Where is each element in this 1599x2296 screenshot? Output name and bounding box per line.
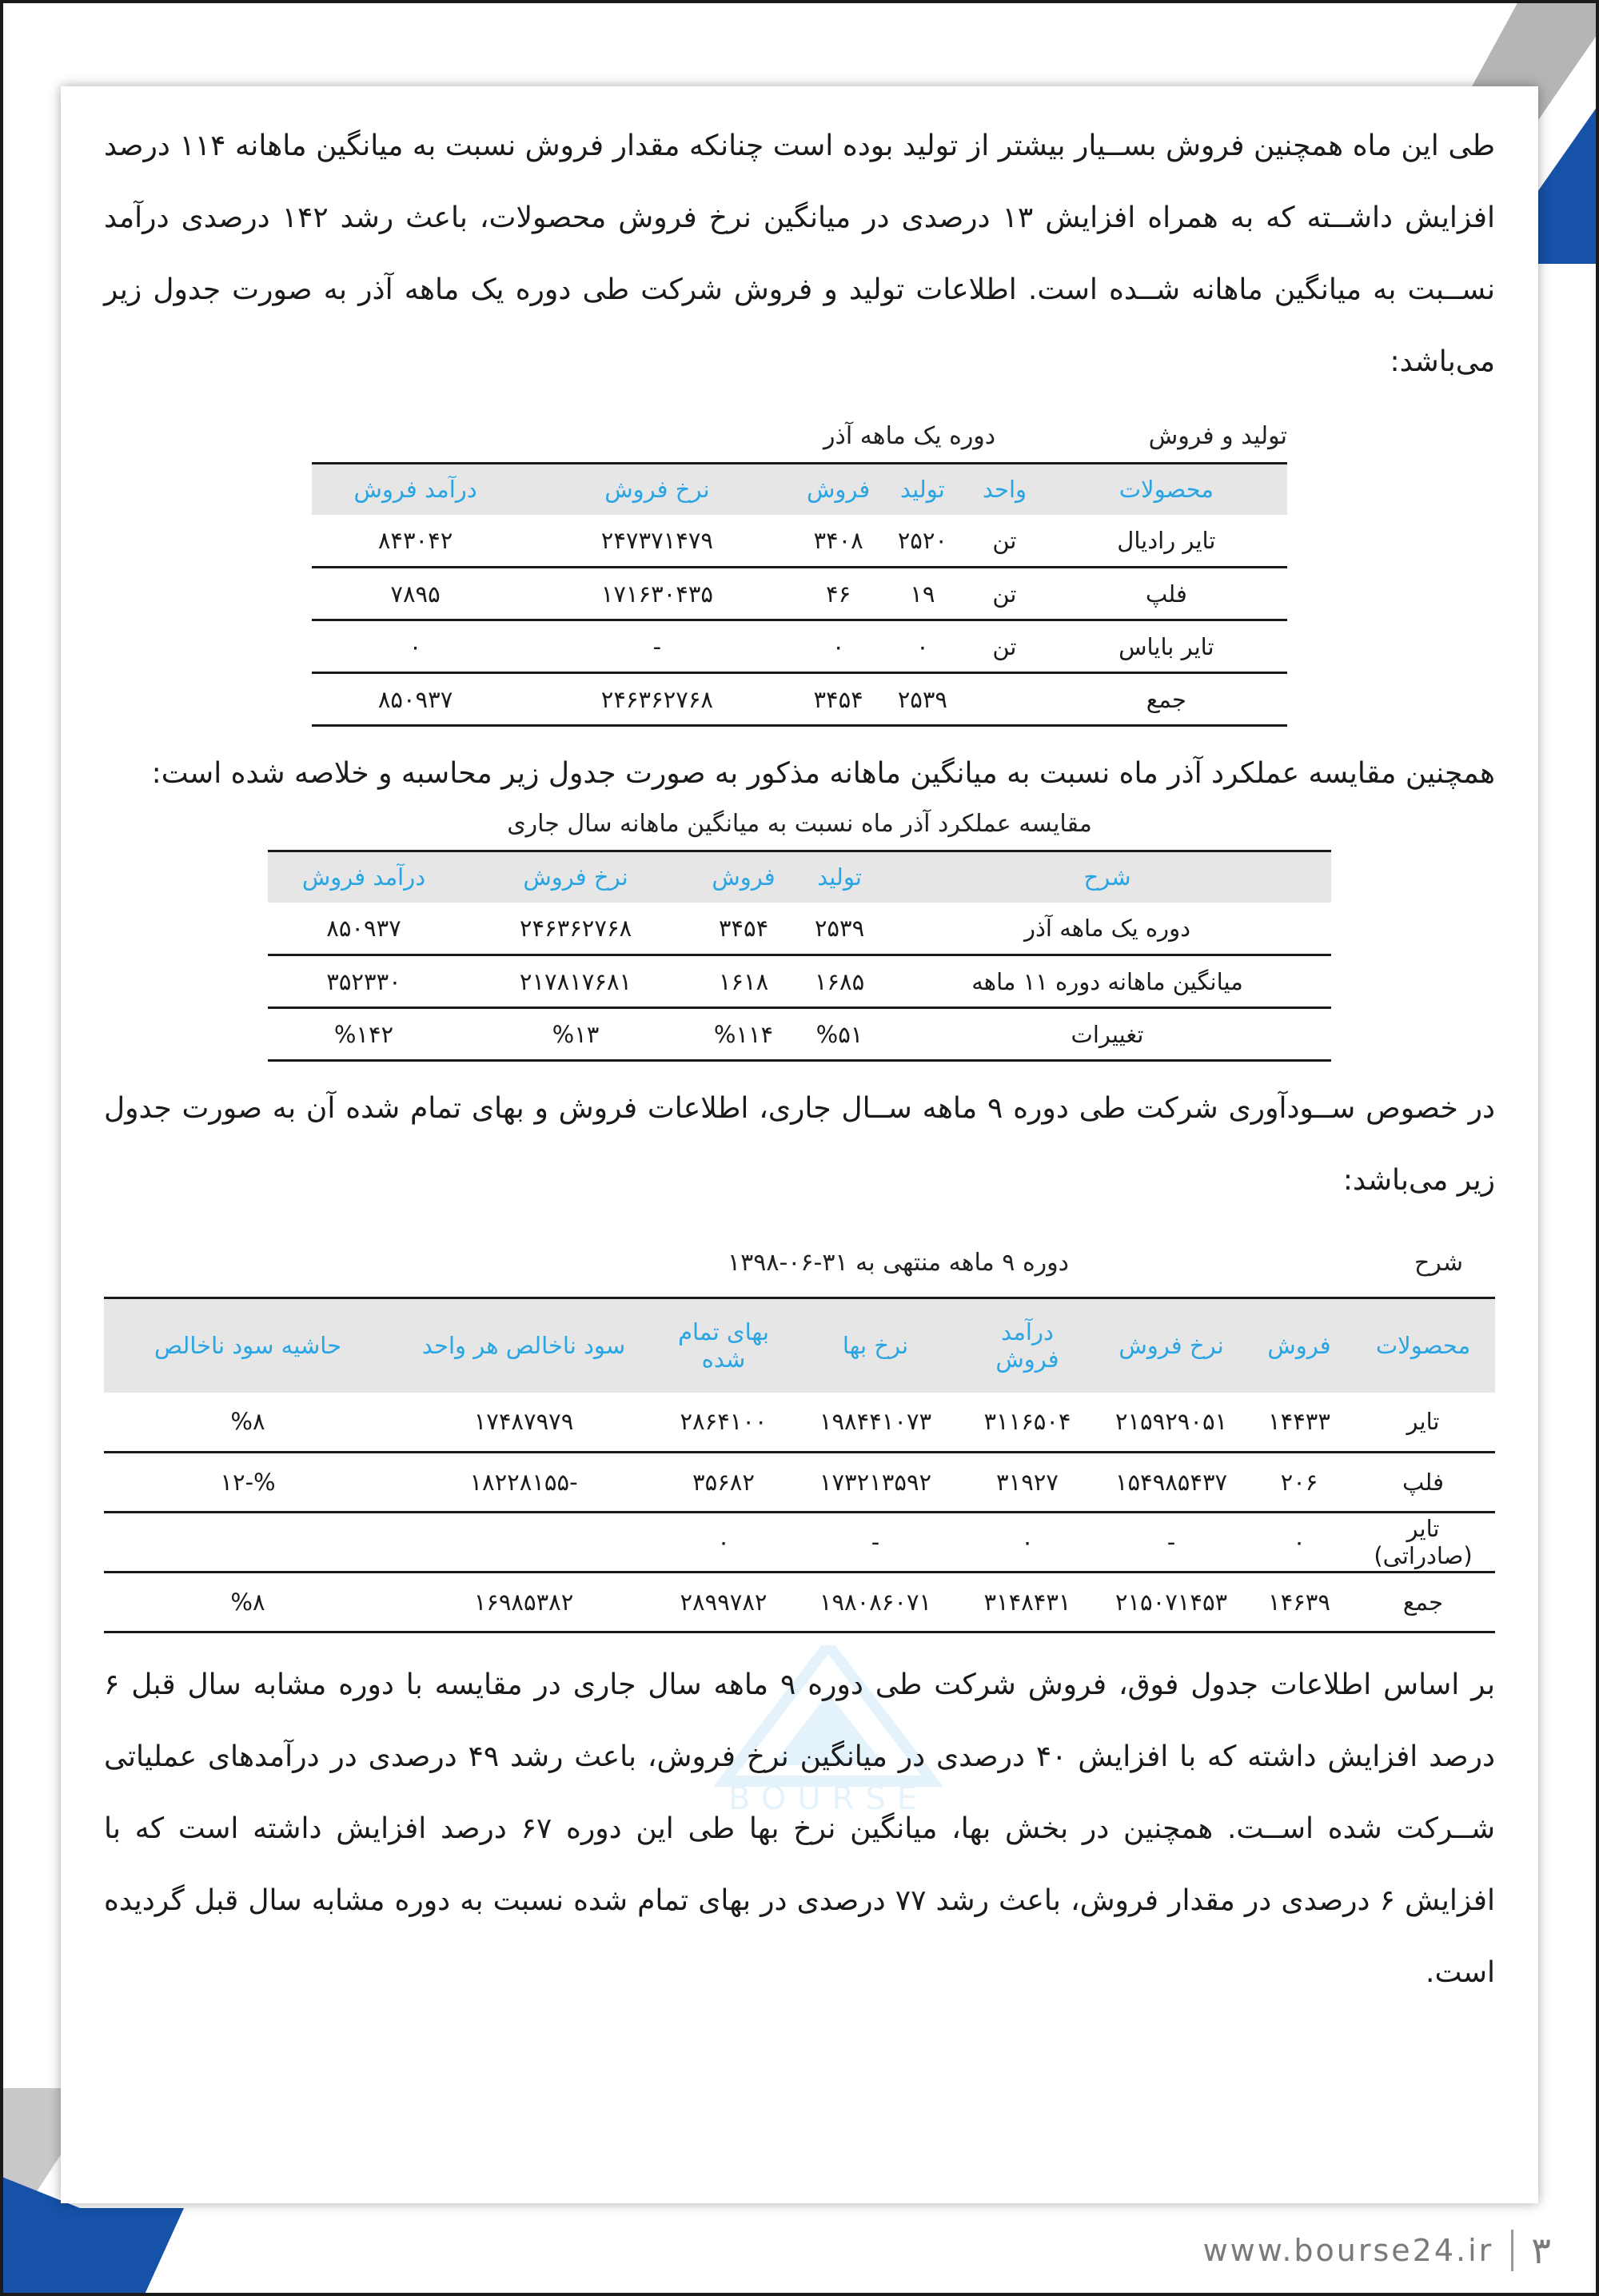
footer-divider [1511, 2230, 1513, 2271]
page-footer [1203, 2229, 1551, 2272]
table-row [104, 1453, 1495, 1513]
table3-caption-right: شرح [1414, 1249, 1463, 1277]
table-cell: ۱۶۹۸۵۳۸۲ [392, 1573, 656, 1632]
performance-comparison-table [268, 850, 1331, 1062]
table-cell: - [1095, 1513, 1247, 1573]
table-cell: ۲۴۶۳۶۲۷۶۸ [519, 673, 795, 726]
table-cell: فلپ [1046, 568, 1287, 620]
table-cell: %۸ [104, 1573, 392, 1632]
table3-caption [104, 1249, 1495, 1297]
table-cell: ۰ [882, 620, 964, 673]
page-number: ۳ [1531, 2229, 1551, 2272]
column-header: درآمد فروش [312, 464, 519, 515]
column-header: محصولات [1351, 1298, 1495, 1393]
table-cell: ۲۱۵۹۲۹۰۵۱ [1095, 1393, 1247, 1453]
table-cell: ۱۷۴۸۷۹۷۹ [392, 1393, 656, 1453]
column-header: واحد [963, 464, 1046, 515]
table-cell: تایر بایاس [1046, 620, 1287, 673]
table-row [268, 1008, 1331, 1061]
table-cell: ۰ [312, 620, 519, 673]
table2-caption [268, 810, 1331, 850]
table-row [104, 1573, 1495, 1632]
table-cell: جمع [1351, 1573, 1495, 1632]
column-header: نرخ فروش [519, 464, 795, 515]
table-cell: فلپ [1351, 1453, 1495, 1513]
table-cell: %۱۳ [460, 1008, 692, 1061]
column-header: فروش [1247, 1298, 1351, 1393]
column-header: محصولات [1046, 464, 1287, 515]
table-cell: %۵۱ [796, 1008, 883, 1061]
table-cell: میانگین ماهانه دوره ۱۱ ماهه [883, 955, 1331, 1008]
table-cell: ۲۵۳۹ [882, 673, 964, 726]
table2-caption-text: مقایسه عملکرد آذر ماه نسبت به میانگین ماهانه سال جاری [507, 810, 1092, 838]
table-cell: ۱۴۴۳۳ [1247, 1393, 1351, 1453]
table-cell: ۳۵۲۳۳۰ [268, 955, 460, 1008]
paragraph-3: در خصوص ســودآوری شرکت طی دوره ۹ ماهه ســال جاری، اطلاعات فروش و بهای تمام شده آن به صورت جدول زیر می‌باشد: [104, 1092, 1496, 1197]
table-cell: ۱۴۶۳۹ [1247, 1573, 1351, 1632]
column-header: بهای تمام شده [656, 1298, 792, 1393]
table-cell: ۳۴۵۴ [796, 673, 882, 726]
table-cell: تغییرات [883, 1008, 1331, 1061]
table-cell: ۰ [959, 1513, 1095, 1573]
table-cell: ۳۱۱۶۵۰۴ [959, 1393, 1095, 1453]
table-cell: ۱۶۸۵ [796, 955, 883, 1008]
table-row [312, 673, 1287, 726]
paragraph-4: بر اساس اطلاعات جدول فوق، فروش شرکت طی دوره ۹ ماهه سال جاری در مقایسه با دوره مشابه سال قبل ۶ درصد افزایش داشته که با افزایش ۴۰ درصدی در میانگین نرخ فروش، باعث رشد ۴۹ درصدی در درآمدهای عملیاتی شــرکت شده اســت. همچنین در بخش بها، میانگین نرخ بها طی این دوره ۶۷ درصد افزایش داشته است که با افزایش ۶ درصدی در مقدار فروش، باعث رشد ۷۷ درصدی در بهای تمام شده نسبت به دوره مشابه سال قبل گردیده است. [104, 1668, 1496, 1989]
table-cell: ۲۴۶۳۶۲۷۶۸ [460, 903, 692, 955]
column-header: فروش [796, 464, 882, 515]
table-cell: ۲۸۹۹۷۸۲ [656, 1573, 792, 1632]
table-row [104, 1393, 1495, 1453]
table-cell: ۲۰۶ [1247, 1453, 1351, 1513]
column-header: تولید [796, 851, 883, 903]
table-cell: تایر رادیال [1046, 515, 1287, 568]
table1-caption-right: تولید و فروش [1148, 422, 1287, 450]
table-cell: ۰ [796, 620, 882, 673]
table-cell: ۳۴۰۸ [796, 515, 882, 568]
table-cell: ۲۵۲۰ [882, 515, 964, 568]
table-cell: ۸۵۰۹۳۷ [268, 903, 460, 955]
table-cell: %-۱۲ [104, 1453, 392, 1513]
table-row [312, 568, 1287, 620]
column-header: درآمد فروش [268, 851, 460, 903]
table-cell: ۲۸۶۴۱۰۰ [656, 1393, 792, 1453]
table-cell: تایر (صادراتی) [1351, 1513, 1495, 1573]
column-header: درآمد فروش [959, 1298, 1095, 1393]
production-sales-table [312, 462, 1287, 727]
table-cell: تن [963, 620, 1046, 673]
table-row [104, 1513, 1495, 1573]
table-cell: ۳۵۶۸۲ [656, 1453, 792, 1513]
table-cell: - [792, 1513, 959, 1573]
table-row [268, 955, 1331, 1008]
column-header: حاشیه سود ناخالص [104, 1298, 392, 1393]
table-cell: ۳۱۴۸۴۳۱ [959, 1573, 1095, 1632]
table-cell: ۲۴۷۳۷۱۴۷۹ [519, 515, 795, 568]
table-cell: ۱۷۳۲۱۳۵۹۲ [792, 1453, 959, 1513]
table-cell: دوره یک ماهه آذر [883, 903, 1331, 955]
table-cell: - [519, 620, 795, 673]
column-header: نرخ بها [792, 1298, 959, 1393]
table-cell [392, 1513, 656, 1573]
content [104, 110, 1495, 2009]
column-header: نرخ فروش [460, 851, 692, 903]
table-cell: ۸۴۳۰۴۲ [312, 515, 519, 568]
table-cell: ۰ [656, 1513, 792, 1573]
table-cell: ۲۵۳۹ [796, 903, 883, 955]
table3-caption-center: دوره ۹ ماهه منتهی به ۳۱-۰۶-۱۳۹۸ [728, 1249, 1069, 1277]
table-cell: تن [963, 515, 1046, 568]
table-cell: -۱۸۲۲۸۱۵۵ [392, 1453, 656, 1513]
profitability-table [104, 1297, 1495, 1633]
table1-caption [312, 422, 1287, 462]
table-cell: ۳۴۵۴ [692, 903, 796, 955]
table-cell: ۸۵۰۹۳۷ [312, 673, 519, 726]
table-cell: ۱۷۱۶۳۰۴۳۵ [519, 568, 795, 620]
table-cell: %۱۴۲ [268, 1008, 460, 1061]
table-cell: ۲۱۷۸۱۷۶۸۱ [460, 955, 692, 1008]
column-header: نرخ فروش [1095, 1298, 1247, 1393]
table-cell: ۰ [1247, 1513, 1351, 1573]
table-cell: ۱۶۱۸ [692, 955, 796, 1008]
table-cell: ۷۸۹۵ [312, 568, 519, 620]
table-cell: ۱۹ [882, 568, 964, 620]
column-header: شرح [883, 851, 1331, 903]
website-url: www.bourse24.ir [1202, 2233, 1494, 2268]
table-cell [963, 673, 1046, 726]
table-cell: %۱۱۴ [692, 1008, 796, 1061]
table-row [312, 515, 1287, 568]
column-header: فروش [692, 851, 796, 903]
table-cell: ۲۱۵۰۷۱۴۵۳ [1095, 1573, 1247, 1632]
paragraph-2: همچنین مقایسه عملکرد آذر ماه نسبت به میانگین ماهانه مذکور به صورت جدول زیر محاسبه و خلاصه شده است: [151, 757, 1495, 790]
table-cell: جمع [1046, 673, 1287, 726]
table-row [312, 620, 1287, 673]
table-cell: تن [963, 568, 1046, 620]
table-cell: تایر [1351, 1393, 1495, 1453]
paragraph-1: طی این ماه همچنین فروش بســیار بیشتر از تولید بوده است چنانکه مقدار فروش نسبت به میانگین ماهانه ۱۱۴ درصد افزایش داشــته که به همراه افزایش ۱۳ درصدی در میانگین نرخ فروش محصولات، باعث رشد ۱۴۲ درصدی درآمد نســبت به میانگین ماهانه شــده است. اطلاعات تولید و فروش شرکت طی دوره یک ماهه آذر به صورت جدول زیر می‌باشد: [104, 130, 1495, 378]
table-cell: %۸ [104, 1393, 392, 1453]
table-cell: ۱۹۸۰۸۶۰۷۱ [792, 1573, 959, 1632]
table-cell: ۳۱۹۲۷ [959, 1453, 1095, 1513]
table-cell: ۱۹۸۴۴۱۰۷۳ [792, 1393, 959, 1453]
table-cell: ۱۵۴۹۸۵۴۳۷ [1095, 1453, 1247, 1513]
column-header: سود ناخالص هر واحد [392, 1298, 656, 1393]
table1-caption-center: دوره یک ماهه آذر [823, 422, 996, 450]
table-cell: ۴۶ [796, 568, 882, 620]
document-page [61, 86, 1538, 2203]
table-cell [104, 1513, 392, 1573]
table-row [268, 903, 1331, 955]
watermark-text: BOURSE [728, 1780, 928, 1813]
column-header: تولید [882, 464, 964, 515]
